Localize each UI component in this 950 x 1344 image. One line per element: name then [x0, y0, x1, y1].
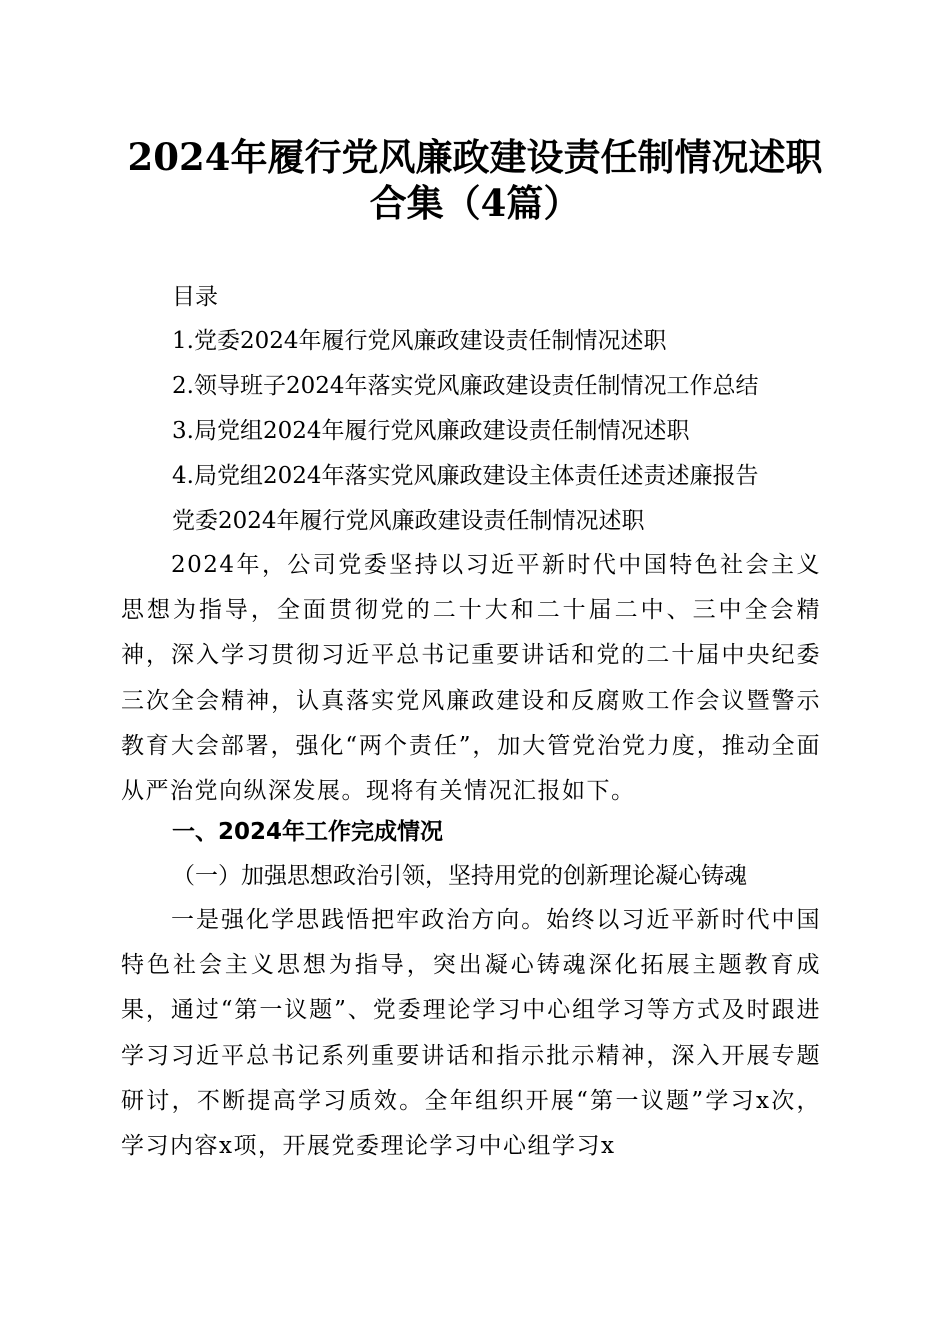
toc-item-2: 2.领导班子2024年落实党风廉政建设责任制情况工作总结	[172, 373, 759, 399]
toc-item-4: 4.局党组2024年落实党风廉政建设主体责任述责述廉报告	[172, 463, 759, 489]
subsection-heading: （一）加强思想政治引领，坚持用党的创新理论凝心铸魂	[172, 863, 747, 889]
body-paragraph: 一是强化学思践悟把牢政治方向。始终以习近平新时代中国特色社会主义思想为指导，突出凝心铸魂深化拓展主题教育成果，通过“第一议题”、党委理论学习中心组学习等方式及时跟进学习习近平总书记系列重要讲话和指示批示精神，深入开展专题研讨，不断提高学习质效。全年组织开展“第一议题”学习x次，学习内容x项，开展党委理论学习中心组学习x	[121, 907, 821, 1160]
toc-heading: 目录	[172, 284, 218, 310]
intro-paragraph: 2024年，公司党委坚持以习近平新时代中国特色社会主义思想为指导，全面贯彻党的二十大和二十届二中、三中全会精神，深入学习贯彻习近平总书记重要讲话和党的二十届中央纪委三次全会精神，认真落实党风廉政建设和反腐败工作会议暨警示教育大会部署，强化“两个责任”，加大管党治党力度，推动全面从严治党向纵深发展。现将有关情况汇报如下。	[121, 552, 821, 805]
article-title: 党委2024年履行党风廉政建设责任制情况述职	[172, 508, 645, 534]
toc-item-1: 1.党委2024年履行党风廉政建设责任制情况述职	[172, 328, 667, 354]
document-title: 2024年履行党风廉政建设责任制情况述职合集（4篇）	[127, 135, 823, 225]
section-heading: 一、2024年工作完成情况	[172, 819, 444, 845]
toc-item-3: 3.局党组2024年履行党风廉政建设责任制情况述职	[172, 418, 690, 444]
